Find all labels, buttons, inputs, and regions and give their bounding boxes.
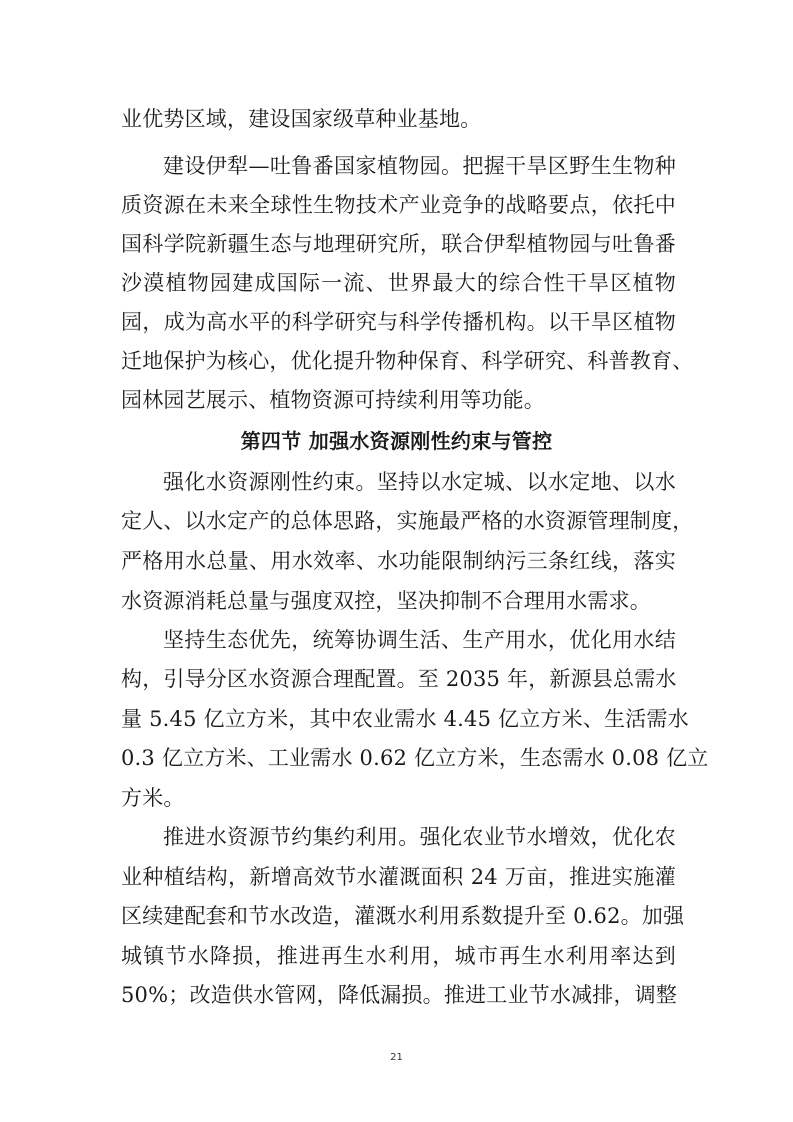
paragraph-first-line: 推进水资源节约集约利用。强化农业节水增效，优化农 (163, 825, 676, 849)
body-text-line: 国科学院新疆生态与地理研究所，联合伊犁植物园与吐鲁番 (121, 232, 676, 256)
paragraph-first-line: 建设伊犁—吐鲁番国家植物园。把握干旱区野生生物种 (163, 154, 676, 178)
body-text-line: 区续建配套和节水改造，灌溉水利用系数提升至 0.62。加强 (121, 904, 685, 928)
body-text-line: 城镇节水降损，推进再生水利用，城市再生水利用率达到 (121, 944, 676, 968)
body-text-line: 水资源消耗总量与强度双控，坚决抑制不合理用水需求。 (121, 589, 651, 613)
body-text-line: 园，成为高水平的科学研究与科学传播机构。以干旱区植物 (121, 310, 676, 334)
body-text-line: 构，引导分区水资源合理配置。至 2035 年，新源县总需水 (121, 667, 677, 691)
body-text-line: 方米。 (121, 786, 185, 810)
body-text-line: 业种植结构，新增高效节水灌溉面积 24 万亩，推进实施灌 (121, 865, 676, 889)
section-heading: 第四节 加强水资源刚性约束与管控 (240, 429, 553, 453)
body-text-line: 量 5.45 亿立方米，其中农业需水 4.45 亿立方米、生活需水 (121, 707, 689, 731)
paragraph-first-line: 坚持生态优先，统筹协调生活、生产用水，优化用水结 (163, 628, 676, 652)
paragraph-first-line: 强化水资源刚性约束。坚持以水定城、以水定地、以水 (163, 470, 676, 494)
body-text-line: 迁地保护为核心，优化提升物种保育、科学研究、科普教育、 (121, 349, 694, 373)
body-text-line: 园林园艺展示、植物资源可持续利用等功能。 (121, 388, 545, 412)
body-text-line: 50%；改造供水管网，降低漏损。推进工业节水减排，调整 (121, 983, 678, 1007)
body-text-line: 业优势区域，建设国家级草种业基地。 (121, 107, 482, 131)
body-text-line: 0.3 亿立方米、工业需水 0.62 亿立方米，生态需水 0.08 亿立 (121, 746, 709, 770)
page-number: 21 (390, 1052, 403, 1063)
body-text-line: 质资源在未来全球性生物技术产业竞争的战略要点，依托中 (121, 193, 676, 217)
body-text-line: 沙漠植物园建成国际一流、世界最大的综合性干旱区植物 (121, 271, 676, 295)
body-text-line: 严格用水总量、用水效率、水功能限制纳污三条红线，落实 (121, 549, 676, 573)
body-text-line: 定人、以水定产的总体思路，实施最严格的水资源管理制度， (121, 509, 694, 533)
